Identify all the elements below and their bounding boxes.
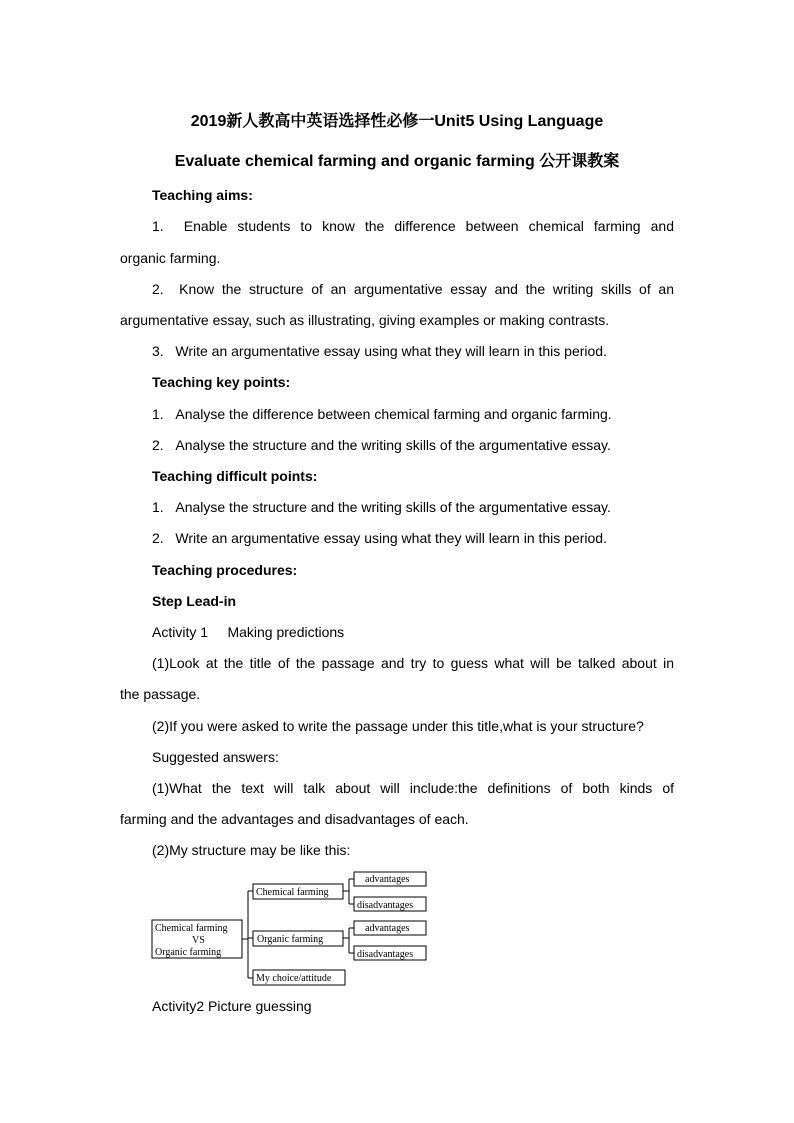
difficult-point-2 [152,529,607,547]
aim-2-number: 2. [152,281,164,297]
aim-1-line-1 [120,217,674,235]
aim-1-line-2: organic farming. [120,250,221,266]
suggested-answers-label: Suggested answers: [152,749,279,765]
diagram-org-disadvantages: disadvantages [357,949,414,960]
answer-1-line-2: farming and the advantages and disadvantages of each. [120,811,469,827]
aim-3-number: 3. [152,343,164,359]
difficult-points-heading: Teaching difficult points: [152,468,318,484]
key-point-2-text: Analyse the structure and the writing skills of the argumentative essay. [175,437,611,453]
difficult-point-1-number: 1. [152,499,164,515]
document-title-line-2: Evaluate chemical farming and organic farming 公开课教案 [174,153,620,170]
key-point-1-number: 1. [152,406,164,422]
aim-3 [152,342,607,360]
difficult-point-2-text: Write an argumentative essay using what they will learn in this period. [175,530,607,546]
diagram-connector-root [242,891,253,978]
difficult-point-1 [152,498,611,516]
step-lead-in: Step Lead-in [152,593,237,609]
teaching-aims-heading: Teaching aims: [152,187,253,203]
question-2: (2)If you were asked to write the passage under this title,what is your structure? [152,718,644,734]
aim-1-number: 1. [152,218,164,234]
document-title-line-1: 2019新人教高中英语选择性必修一Unit5 Using Language [190,113,604,130]
diagram-org-advantages: advantages [365,923,410,934]
aim-2-text: Know the structure of an argumentative essay and the writing skills of an [179,281,675,297]
difficult-point-1-text: Analyse the structure and the writing skills of the argumentative essay. [175,499,611,515]
diagram-connector-organic [343,928,354,953]
key-point-1-text: Analyse the difference between chemical farming and organic farming. [175,406,612,422]
question-1-line-1: (1)Look at the title of the passage and try to guess what will be talked about in [152,655,674,671]
difficult-point-2-number: 2. [152,530,164,546]
diagram-branch-choice: My choice/attitude [256,973,332,984]
answer-2: (2)My structure may be like this: [152,842,351,858]
diagram-chem-advantages: advantages [365,874,410,885]
answer-1-line-1: (1)What the text will talk about will include:the definitions of both kinds of [152,780,674,796]
diagram-connector-chemical [343,879,354,904]
diagram-root-line-1: Chemical farming [155,923,228,934]
aim-2-line-1 [120,280,674,298]
activity-2-heading: Activity2 Picture guessing [152,998,312,1014]
aim-1-text: Enable students to know the difference between chemical farming and [183,218,675,234]
diagram-chem-disadvantages: disadvantages [357,900,414,911]
diagram-branch-organic: Organic farming [257,934,324,945]
structure-diagram [148,866,433,990]
diagram-root-line-2: VS [192,935,205,946]
diagram-branch-chemical: Chemical farming [256,887,329,898]
diagram-root-line-3: Organic farming [155,947,222,958]
procedures-heading: Teaching procedures: [152,562,298,578]
key-points-heading: Teaching key points: [152,374,291,390]
key-point-2 [152,436,611,454]
aim-2-line-2: argumentative essay, such as illustrating, giving examples or making contrasts. [120,312,610,328]
key-point-2-number: 2. [152,437,164,453]
aim-3-text: Write an argumentative essay using what they will learn in this period. [175,343,607,359]
key-point-1 [152,405,612,423]
question-1-line-2: the passage. [120,686,201,702]
activity-1-heading: Activity 1 Making predictions [152,624,345,640]
